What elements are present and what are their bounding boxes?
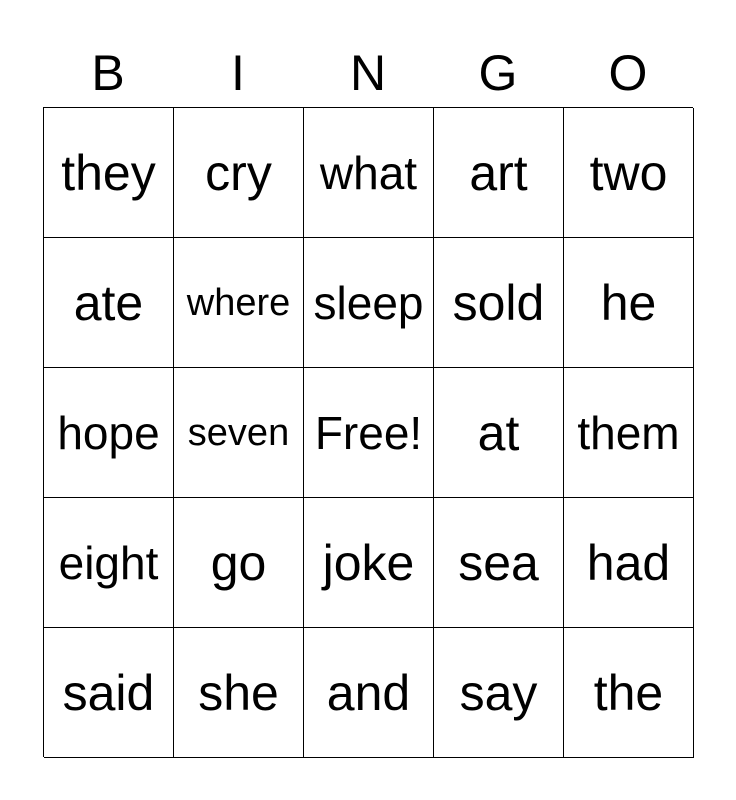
header-letter-g: G xyxy=(478,45,518,101)
bingo-cell-r2-c4[interactable]: sold xyxy=(434,238,564,368)
bingo-cell-r2-c1[interactable]: ate xyxy=(44,238,174,368)
bingo-cell-r5-c4[interactable]: say xyxy=(434,628,564,758)
bingo-cell-r2-c3[interactable]: sleep xyxy=(304,238,434,368)
bingo-cell-r3-c1[interactable]: hope xyxy=(44,368,174,498)
bingo-cell-r2-c5[interactable]: he xyxy=(564,238,694,368)
bingo-cell-r3-c5[interactable]: them xyxy=(564,368,694,498)
header-letter-b: B xyxy=(91,45,125,101)
bingo-cell-r3-c2[interactable]: seven xyxy=(174,368,304,498)
bingo-board xyxy=(43,107,693,757)
bingo-cell-r4-c2[interactable]: go xyxy=(174,498,304,628)
bingo-header xyxy=(43,40,693,106)
bingo-cell-r3-c4[interactable]: at xyxy=(434,368,564,498)
header-letter-i: I xyxy=(231,45,245,101)
bingo-cell-r1-c3[interactable]: what xyxy=(304,108,434,238)
header-letter-n: N xyxy=(349,45,387,101)
bingo-cell-r5-c2[interactable]: she xyxy=(174,628,304,758)
bingo-cell-r5-c1[interactable]: said xyxy=(44,628,174,758)
bingo-cell-r5-c3[interactable]: and xyxy=(304,628,434,758)
bingo-cell-r5-c5[interactable]: the xyxy=(564,628,694,758)
bingo-cell-r4-c3[interactable]: joke xyxy=(304,498,434,628)
bingo-cell-r4-c1[interactable]: eight xyxy=(44,498,174,628)
bingo-cell-r2-c2[interactable]: where xyxy=(174,238,304,368)
bingo-cell-r4-c4[interactable]: sea xyxy=(434,498,564,628)
bingo-cell-r1-c2[interactable]: cry xyxy=(174,108,304,238)
bingo-cell-r4-c5[interactable]: had xyxy=(564,498,694,628)
bingo-cell-free-space[interactable]: Free! xyxy=(304,368,434,498)
bingo-cell-r1-c4[interactable]: art xyxy=(434,108,564,238)
header-letter-o: O xyxy=(608,45,648,101)
bingo-cell-r1-c5[interactable]: two xyxy=(564,108,694,238)
bingo-cell-r1-c1[interactable]: they xyxy=(44,108,174,238)
